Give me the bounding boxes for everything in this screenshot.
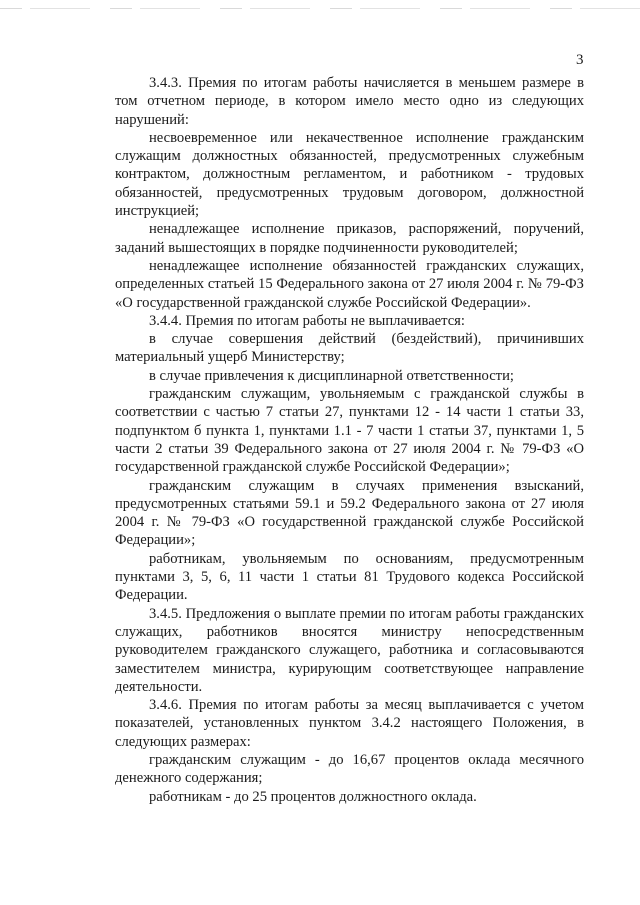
paragraph-violation-1: несвоевременное или некачественное исполнение гражданским служащим должностных обязанностей, предусмотренных служебным контрактом, должностным регламентом, и работником - трудовых обязанностей, предусмотренных трудовым договором, должностной инструкцией; xyxy=(115,129,584,220)
page-number: 3 xyxy=(576,52,584,68)
paragraph-case-1: в случае совершения действий (бездействий), причинивших материальный ущерб Министерству; xyxy=(115,331,584,366)
paragraph-3-4-4: 3.4.4. Премия по итогам работы не выплачивается: xyxy=(149,312,465,329)
paragraph-violation-2: ненадлежащее исполнение приказов, распоряжений, поручений, заданий вышестоящих в порядке подчиненности руководителей; xyxy=(115,221,584,256)
paragraph-rate-employees: работникам - до 25 процентов должностного оклада. xyxy=(149,788,477,805)
paragraph-3-4-3: 3.4.3. Премия по итогам работы начисляется в меньшем размере в том отчетном периоде, в котором имело место одно из следующих нарушений: xyxy=(115,75,584,128)
paragraph-rate-civil-servants: гражданским служащим - до 16,67 процентов оклада месячного денежного содержания; xyxy=(115,751,584,787)
document-body xyxy=(115,74,584,806)
paragraph-case-2: в случае привлечения к дисциплинарной ответственности; xyxy=(149,367,514,384)
paragraph-case-4: гражданским служащим в случаях применения взысканий, предусмотренных статьями 59.1 и 59.2 Федерального закона от 27 июля 2004 г. № 79-ФЗ «О государственной гражданской службе Российской Федерации»; xyxy=(115,477,584,549)
scan-edge-artifact xyxy=(0,8,640,9)
paragraph-violation-3: ненадлежащее исполнение обязанностей гражданских служащих, определенных статьей 15 Федерального закона от 27 июля 2004 г. № 79-ФЗ «О государственной гражданской службе Российской Федерации». xyxy=(115,257,584,311)
paragraph-3-4-5: 3.4.5. Предложения о выплате премии по итогам работы гражданских служащих, работников вносятся министру непосредственным руководителем гражданского служащего, работника и согласовываются заместителем министра, курирующим соответствующее направление деятельности. xyxy=(115,605,584,695)
paragraph-3-4-6: 3.4.6. Премия по итогам работы за месяц выплачивается с учетом показателей, установленных пунктом 3.4.2 настоящего Положения, в следующих размерах: xyxy=(115,697,584,750)
paragraph-case-3: гражданским служащим, увольняемым с гражданской службы в соответствии с частью 7 статьи 27, пунктами 12 - 14 части 1 статьи 33, подпунктом б пункта 1, пунктами 1.1 - 7 части 1 статьи 37, пунктами 1, 5 части 2 статьи 39 Федерального закона от 27 июля 2004 г. № 79-ФЗ «О государственной гражданской службе Российской Федерации»; xyxy=(115,386,584,476)
paragraph-case-5: работникам, увольняемым по основаниям, предусмотренным пунктами 3, 5, 6, 11 части 1 статьи 81 Трудового кодекса Российской Федерации. xyxy=(115,550,584,604)
